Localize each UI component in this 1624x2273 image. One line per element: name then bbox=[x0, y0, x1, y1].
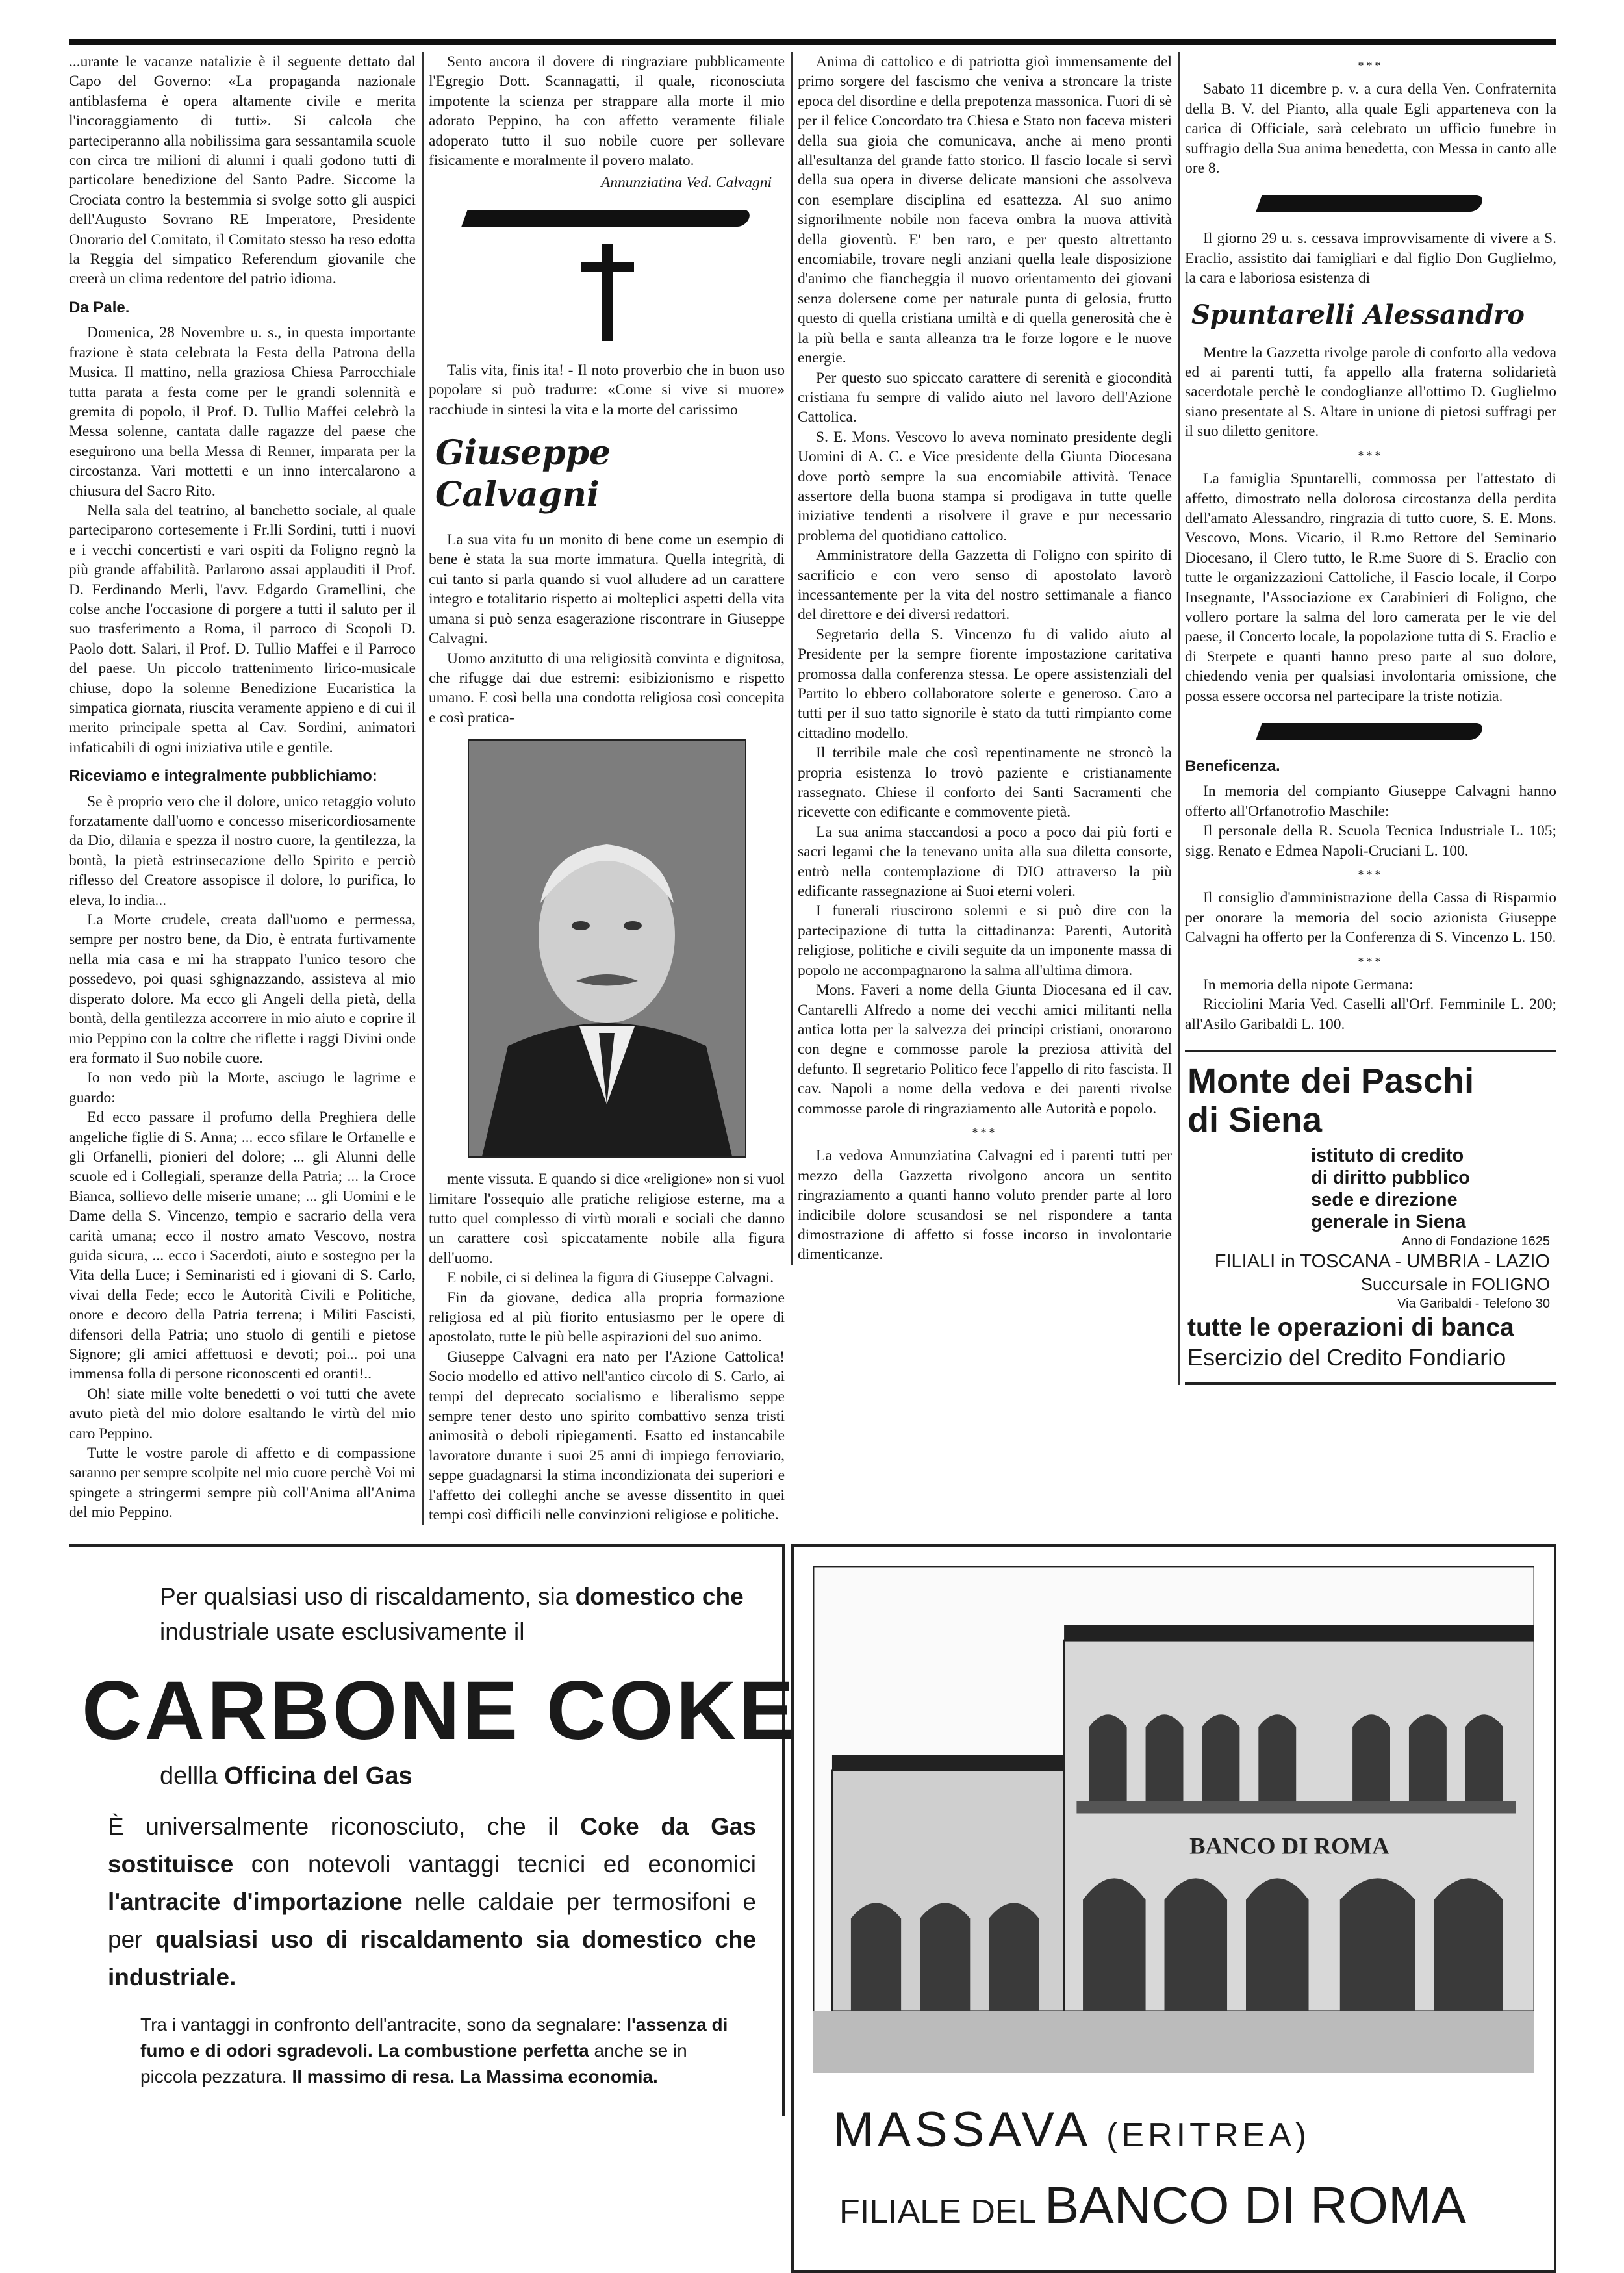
banco-di-roma-ad bbox=[791, 1544, 1556, 2273]
ad-advantages bbox=[140, 2012, 737, 2090]
founded-year: Anno di Fondazione 1625 bbox=[1402, 1234, 1550, 1249]
black-bar-ornament bbox=[461, 210, 752, 227]
cross-icon bbox=[568, 244, 646, 341]
separator-stars: *** bbox=[1358, 954, 1384, 968]
ad-place bbox=[833, 2099, 1534, 2166]
paragraph: Ed ecco passare il profumo della Preghiera delle angeliche figlie di S. Anna; ... ecco sfilare le Orfanelle e gli Orfanelli, pionieri del dolore; ... gli Alunni delle scuole ed i Collegiali, speranze della Patria; ... la Croce Bianca, sollievo delle miserie umane; ... gli Uomini e le Dame della S. Vincenzo, tempio e sacrario della vera carità umana; ecco il nostro amato Vescovo, nostra guida sicura, ... ecco i Sacerdoti, aiuto e sostegno per la Vita della Luce; i Seminaristi ed i giovani di S. Carlo, vivai della Fede; ecco le Autorità Civili e Politiche, onore e decoro della Patria terrena; i Militi Fascisti, difensori della Patria; uno stuolo di gentili e pietose Signore; gli amici affettuosi e devoti; poi... poi una immensa folla di persone riconoscenti ed oranti!.. bbox=[69, 1109, 416, 1383]
text-bold: l'antracite d'importazione bbox=[108, 1888, 403, 1916]
paragraph: Il terribile male che così repentinamente ne stroncò la propria esistenza lo trovò paziente e cristianamente rassegnato. Chiese il conforto dei Santi Sacramenti che ricevette con edificante e commovente pietà. bbox=[798, 744, 1172, 821]
paragraph: In memoria del compianto Giuseppe Calvagni hanno offerto all'Orfanotrofio Maschile: bbox=[1185, 783, 1556, 820]
carbone-coke-ad bbox=[69, 1544, 797, 2116]
paragraph: E nobile, ci si delinea la figura di Giuseppe Calvagni. bbox=[447, 1269, 774, 1287]
sabato-notice: Sabato 11 dicembre p. v. a cura della Ven. Confraternita della B. V. del Pianto, alla quale Egli apparteneva con la carica di Officiale, sarà celebrato un ufficio funebre in suffragio della Sua anima benedetta, con Messa in canto alle ore 8. bbox=[1185, 81, 1556, 177]
paragraph: S. E. Mons. Vescovo lo aveva nominato presidente degli Uomini di A. C. e Vice presidente della Giunta Diocesana dove portò sempre la sua encomiabile attività. Tenace assertore della buona stampa si prodigava in tutte quelle iniziative tendenti a risolvere il grave e pur necessario problema del quotidiano cattolico. bbox=[798, 428, 1172, 544]
obituary-continued bbox=[798, 52, 1172, 1119]
text-bold: l'assenza di fumo e di odori sgradevoli. La combustione perfetta bbox=[140, 2014, 728, 2061]
crociata-article: ...urante le vacanze natalizie è il seguente dettato dal Capo del Governo: «La propaganda nazionale antiblasfema è opera altamente civile e merita l'incoraggiamento di tutti». Si calcola che parteciperanno alla nobilissima gara sessantamila scuole con circa tre milioni di alunni i quali godono tutti di particolare benedizione del Santo Padre. Siccome la Crociata contro la bestemmia si svolge sotto gli auspici dell'Augusto Sovrano RE Imperatore, Presidente Onorario del Comitato, il Comitato stesso ha reso edotta la Reggia del simpatico Referendum giovanile che creerà un clima redentore del patrio idioma. bbox=[69, 53, 416, 288]
paragraph: Per questo suo spiccato carattere di serenità e giocondità cristiana fu sempre di valido aiuto nel lavoro dell'Azione Cattolica. bbox=[798, 369, 1172, 426]
text: anche se in piccola pezzatura. bbox=[140, 2040, 687, 2087]
paragraph: Uomo anzitutto di una religiosità convinta e dignitosa, che rifugge dai due estremi: esibizionismo e rispetto umano. E così bella una condotta religiosa così concepita e così pratica- bbox=[429, 650, 785, 726]
deceased-name: Spuntarelli Alessandro bbox=[1191, 299, 1525, 330]
paragraph: Se è proprio vero che il dolore, unico retaggio voluto forzatamente dall'uomo e concesso misericordiosamente da Dio, dilania e spezza il nostro cuore, la gentilezza, la bontà, la pietà estrinsecazione dello Spirito e perciò riflesso del Creatore assopisce il dolore, lo purifica, lo eleva, lo india... bbox=[69, 793, 416, 909]
paragraph: Nella sala del teatrino, al banchetto sociale, al quale parteciparono cortesemente i Fr.lli Sordini, tutti i nuovi e i vecchi concertisti e vari ospiti da Foligno regnò la più grande affabilità. Parlarono assai applauditi il Prof. D. Ferdinando Merli, l'avv. Edgardo Gramellini, che colse anche l'occasione di porgere a tutti il saluto per il suo trasferimento a Roma, il parroco di Scopoli D. Paolo dott. Salari, il Prof. D. Tullio Maffei e il Parroco del paese. Un piccolo trattenimento lirico-musicale chiuse, dopo la solenne Benedizione Eucaristica la simpatica giornata, riuscita veramente appieno e di cui il merito principale spetta al Cav. Sordini, animatori infaticabili di ogni iniziativa utile e gentile. bbox=[69, 502, 416, 756]
text-bold: domestico che bbox=[575, 1583, 744, 1610]
obituary-name: Giuseppe Calvagni bbox=[435, 433, 611, 515]
widow-thanks: La vedova Annunziatina Calvagni ed i parenti tutti per mezzo della Gazzetta rivolgono ancora un sentito ringraziamento a quanti hanno voluto prender parte al loro indicibile dolore scusandosi se nel rispondere a tanta dimostrazione di affetto si fosse incorso in involontarie dimenticanze. bbox=[798, 1147, 1172, 1263]
top-rule bbox=[69, 39, 1556, 45]
paragraph: Amministratore della Gazzetta di Foligno con spirito di sacrificio e con vero senso di apostolato lavorò incessantemente per la vita del nostro settimanale a fianco del direttore e dei diversi redattori. bbox=[798, 547, 1172, 624]
building-illustration bbox=[813, 1566, 1534, 2073]
paragraph: Anima di cattolico e di patriotta gioì immensamente del primo sorgere del fascismo che veniva a stroncare la triste epoca del disordine e della prepotenza massonica. Fuori di sè per il felice Concordato tra Chiesa e Stato non faceva misteri della sua gioia che comunicava, anche ai meno pronti all'esultanza del grande fatto storico. Il fascio locale si servì della sua opera in diverse delicate mansioni che assolveva con esemplare disciplina ed esattezza. Al suo animo signorilmente nobile non faceva ombra la nuova attività della gioventù. E' ben raro, e per questo altrettanto encomiabile, trovare negli anziani quella leale disposizione d'animo che fiancheggia il nuovo orientamento dei giovani senza dolersene come per naturale punta di gelosia, frutto questo di quella cristiana umiltà e di quella generosità che è la più bella e santa alleanza tra le forze logore e le nuove energie. bbox=[798, 53, 1172, 367]
text: nelle caldaie per termosifoni e per bbox=[108, 1888, 756, 1953]
paragraph: I funerali riuscirono solenni e si può dire con la partecipazione di tutta la cittadinanza: Parenti, Autorità religiose, politiche e civili seguite da un imponente massa di popolo ne accompagnarono la salma all'ultima dimora. bbox=[798, 902, 1172, 979]
paragraph: Mons. Faveri a nome della Giunta Diocesana ed il cav. Cantarelli Alfredo a nome dei vecchi amici militanti nella antica lotta per la salvezza dei principi cristiani, onorarono con degne e commosse parole la preziosa attività del defunto. Il segretario Politico fece l'appello di rito fascista. Il cav. Napoli a nome della vedova e dei parenti rivolse commosse parole di ringraziamento alle Autorità e popolo. bbox=[798, 982, 1172, 1117]
paragraph: La sua vita fu un monito di bene come un esempio di bene è stata la sua morte immatura. Quella integrità, di cui tanto si parla quando si vuol alludere ad un carattere integro e totalitario rispetto ai molteplici aspetti della vita umana si può senza esagerazione riscontrare in Giuseppe Calvagni. bbox=[429, 531, 785, 648]
paragraph: Il personale della R. Scuola Tecnica Industriale L. 105; sigg. Renato e Edmea Napoli-Cruciani L. 100. bbox=[1185, 822, 1556, 859]
text: con notevoli vantaggi tecnici ed economici bbox=[233, 1851, 756, 1878]
building-sign: BANCO DI ROMA bbox=[1189, 1833, 1389, 1859]
ad-subtitle bbox=[160, 1760, 756, 1792]
da-pale-article bbox=[69, 323, 416, 757]
black-bar-ornament bbox=[1256, 195, 1486, 212]
heading-riceviamo: Riceviamo e integralmente pubblichiamo: bbox=[69, 767, 377, 785]
text-bold: Officina del Gas bbox=[224, 1762, 412, 1790]
text: industriale usate esclusivamente il bbox=[160, 1618, 525, 1645]
text: Per qualsiasi uso di riscaldamento, sia bbox=[160, 1583, 576, 1610]
ad-description bbox=[1311, 1145, 1554, 1233]
address: Via Garibaldi - Telefono 30 bbox=[1397, 1297, 1550, 1312]
desc-line: generale in Siena bbox=[1311, 1212, 1466, 1233]
cassa-donation: Il consiglio d'amministrazione della Cassa di Risparmio per onorare la memoria del socio azionista Giuseppe Calvagni ha offerto per la Conferenza di S. Vincenzo L. 150. bbox=[1185, 889, 1556, 946]
separator-stars: *** bbox=[1358, 59, 1384, 72]
paragraph: Domenica, 28 Novembre u. s., in questa importante frazione è stata celebrata la Festa della Patrona della Musica. Il mattino, nella graziosa Chiesa Parrocchiale tutta parata a festa come per le grandi solennità e gremita di popolo, il Prof. D. Tullio Maffei celebrò la Messa solenne, cantata dalle ragazze del paese che eseguirono una bella Messa di Renner, imparata per la circostanza. Vari mottetti e un inno intercalarono a chiusura del Sacro Rito. bbox=[69, 324, 416, 500]
family-thanks: La famiglia Spuntarelli, commossa per l'attestato di affetto, dimostrato nella dolorosa circostanza della perdita dell'amato Alessandro, ringrazia di tutto cuore, S. E. Mons. Vescovo, Mons. Vicario, il R.mo Rettore del Seminario Diocesano, il Clero tutto, le R.me Suore di S. Eraclio con tutte le organizzazioni Cattoliche, il Fascio locale, il Corpo Insegnante, l'Associazione ex Carabinieri di Foligno, che vollero portare la salma del loro camerata per le vie del paese, il Concerto locale, la popolazione tutta di S. Eraclio e di Sterpete e quanti hanno preso parte al suo dolore, chiedendo venia per qualsiasi involontaria omissione, che possa essere occorsa nel partecipare la triste notizia. bbox=[1185, 470, 1556, 705]
thanks-paragraph: Sento ancora il dovere di ringraziare pubblicamente l'Egregio Dott. Scannagatti, il quale, riconosciuta impotente la scienza per strappare alla morte il mio adorato Peppino, ha con affetto veramente filiale adoperato tutto il suo nobile cuore per sollevare fisicamente e moralmente il povero malato. bbox=[429, 53, 785, 170]
portrait-photo bbox=[468, 739, 746, 1158]
ad-title-2: di Siena bbox=[1187, 1100, 1323, 1140]
credito-fondiario: Esercizio del Credito Fondiario bbox=[1187, 1344, 1506, 1371]
ad-body bbox=[108, 1808, 756, 1996]
ad-branch bbox=[839, 2173, 1534, 2244]
obituary-text-continued bbox=[429, 1169, 785, 1525]
paragraph: Giuseppe Calvagni era nato per l'Azione Cattolica! Socio modello ed attivo nell'antico circolo di S. Carlo, ai tempi del deprecato socialismo e liberalismo seppe sempre tener desto uno spirito combattivo senza tristi animosità o deboli ripiegamenti. Esatto ed instancabile lavoratore durante i suoi 25 anni di impiego ferroviario, seppe guadagnarsi la stima incondizionata dei superiori e l'affetto dei colleghi anche se avesse dissentito in quei tempi così difficili nelle convinzioni religiose e politiche. bbox=[429, 1348, 785, 1524]
text: Tra i vantaggi in confronto dell'antracite, sono da segnalare: bbox=[140, 2014, 627, 2035]
death-notice: Il giorno 29 u. s. cessava improvvisamente di vivere a S. Eraclio, assistito dai famigliari e dal figlio Don Guglielmo, la cara e laboriosa esistenza di bbox=[1185, 230, 1556, 287]
separator-stars: *** bbox=[1358, 868, 1384, 881]
ad-headline: CARBONE COKE bbox=[82, 1664, 797, 1758]
column-4 bbox=[1178, 52, 1556, 1385]
beneficenza-list bbox=[1185, 781, 1556, 861]
separator-stars: *** bbox=[972, 1125, 998, 1139]
signature: Annunziatina Ved. Calvagni bbox=[600, 174, 772, 192]
monte-dei-paschi-ad bbox=[1185, 1050, 1556, 1385]
heading-beneficenza: Beneficenza. bbox=[1185, 757, 1280, 775]
riceviamo-letter bbox=[69, 792, 416, 1523]
paragraph: Oh! siate mille volte benedetti o voi tutti che avete avuto pietà del mio dolore esaltando le virtù del mio caro Peppino. bbox=[69, 1385, 416, 1442]
column-2 bbox=[422, 52, 785, 1525]
paragraph: Segretario della S. Vincenzo fu di valido aiuto al Presidente per la sempre fiorente impostazione caritativa promossa dalla conferenza stessa. Le opere assistenziali del Partito lo ebbero collaboratore solerte e generoso. Caro a tutti per il suo tatto signorile è stato da tutti rimpianto come cittadino modello. bbox=[798, 626, 1172, 742]
text: È universalmente riconosciuto, che il bbox=[108, 1813, 581, 1840]
obituary-text bbox=[429, 530, 785, 728]
text-bold: qualsiasi uso di riscaldamento sia domestico che industriale. bbox=[108, 1926, 756, 1991]
operations: tutte le operazioni di banca bbox=[1187, 1314, 1514, 1342]
germana-donation bbox=[1185, 975, 1556, 1034]
text-bold: Il massimo di resa. La Massima economia. bbox=[292, 2066, 658, 2087]
ad-title: Monte dei Paschi bbox=[1187, 1061, 1475, 1101]
paragraph: La sua anima staccandosi a poco a poco dai più forti e sacri legami che la tenevano unita alla sua diletta consorte, entrò nella contemplazione di DIO attraverso la più edificante rassegnazione ai Suoi eterni voleri. bbox=[798, 823, 1172, 900]
heading-da-pale: Da Pale. bbox=[69, 298, 130, 316]
desc-line: sede e direzione bbox=[1311, 1189, 1458, 1211]
paragraph: In memoria della nipote Germana: bbox=[1203, 976, 1414, 994]
text-bold: Coke da Gas sostituisce bbox=[108, 1813, 757, 1878]
branches: FILIALI in TOSCANA - UMBRIA - LAZIO bbox=[1214, 1251, 1550, 1273]
desc-line: istituto di credito bbox=[1311, 1145, 1464, 1167]
place-name: MASSAVA bbox=[833, 2102, 1089, 2158]
obituary-intro: Talis vita, finis ita! - Il noto proverbio che in buon uso popolare si può tradurre: «Come si vive si muore» racchiude in sintesi la vita e la morte del carissimo bbox=[429, 361, 785, 418]
column-1 bbox=[69, 52, 416, 1523]
paragraph: Fin da giovane, dedica alla propria formazione religiosa ed al più fiorito entusiasmo per le opere di apostolato, tutte le più belle aspirazioni del suo animo. bbox=[429, 1289, 785, 1346]
separator-stars: *** bbox=[1358, 448, 1384, 462]
succursale: Succursale in FOLIGNO bbox=[1360, 1275, 1550, 1295]
paragraph: Io non vedo più la Morte, asciugo le lagrime e guardo: bbox=[69, 1069, 416, 1106]
column-3 bbox=[791, 52, 1172, 1265]
portrait-illustration bbox=[469, 741, 745, 1156]
bank-name: BANCO DI ROMA bbox=[1045, 2176, 1466, 2235]
filiale-label: FILIALE DEL bbox=[839, 2193, 1035, 2231]
black-bar-ornament bbox=[1256, 723, 1486, 740]
paragraph: Tutte le vostre parole di affetto e di compassione saranno per sempre scolpite nel mio cuore perchè Voi mi spingete a stringermi sempre più coll'Anima all'Anima del mio Peppino. bbox=[69, 1445, 416, 1521]
paragraph: La Morte crudele, creata dall'uomo e permessa, sempre per nostro bene, da Dio, è entrata furtivamente nella mia casa e mi ha strappato l'unico tesoro che possedevo, poi quasi sghignazzando, assisteva al mio disperato dolore. Ma ecco gli Angeli della pietà, della bontà, della gentilezza accorrere in mio aiuto e coprire il mio Peppino con la coltre che riflette i raggi Divini onde era formato il Suo nobile cuore. bbox=[69, 911, 416, 1067]
page-grid bbox=[69, 52, 1556, 2273]
region-name: (ERITREA) bbox=[1106, 2116, 1311, 2155]
ad-intro bbox=[160, 1579, 756, 1649]
condolences: Mentre la Gazzetta rivolge parole di conforto alla vedova ed ai parenti tutti, fa appello alla fraterna solidarietà sacerdotale perchè le condoglianze all'ottimo D. Guglielmo siano presentate al S. Altare in unione di pietosi suffragi per il suo diletto genitore. bbox=[1185, 344, 1556, 440]
paragraph: mente vissuta. E quando si dice «religione» non si vuol limitare l'ossequio alle pratiche religiose esterne, ma a tutto quel complesso di virtù morali e sociali che danno un carattere così spiccatamente nobile alla figura dell'uomo. bbox=[429, 1171, 785, 1267]
desc-line: di diritto pubblico bbox=[1311, 1167, 1470, 1189]
paragraph: Ricciolini Maria Ved. Caselli all'Orf. Femminile L. 200; all'Asilo Garibaldi L. 100. bbox=[1185, 996, 1556, 1033]
text: dellla bbox=[160, 1762, 225, 1790]
